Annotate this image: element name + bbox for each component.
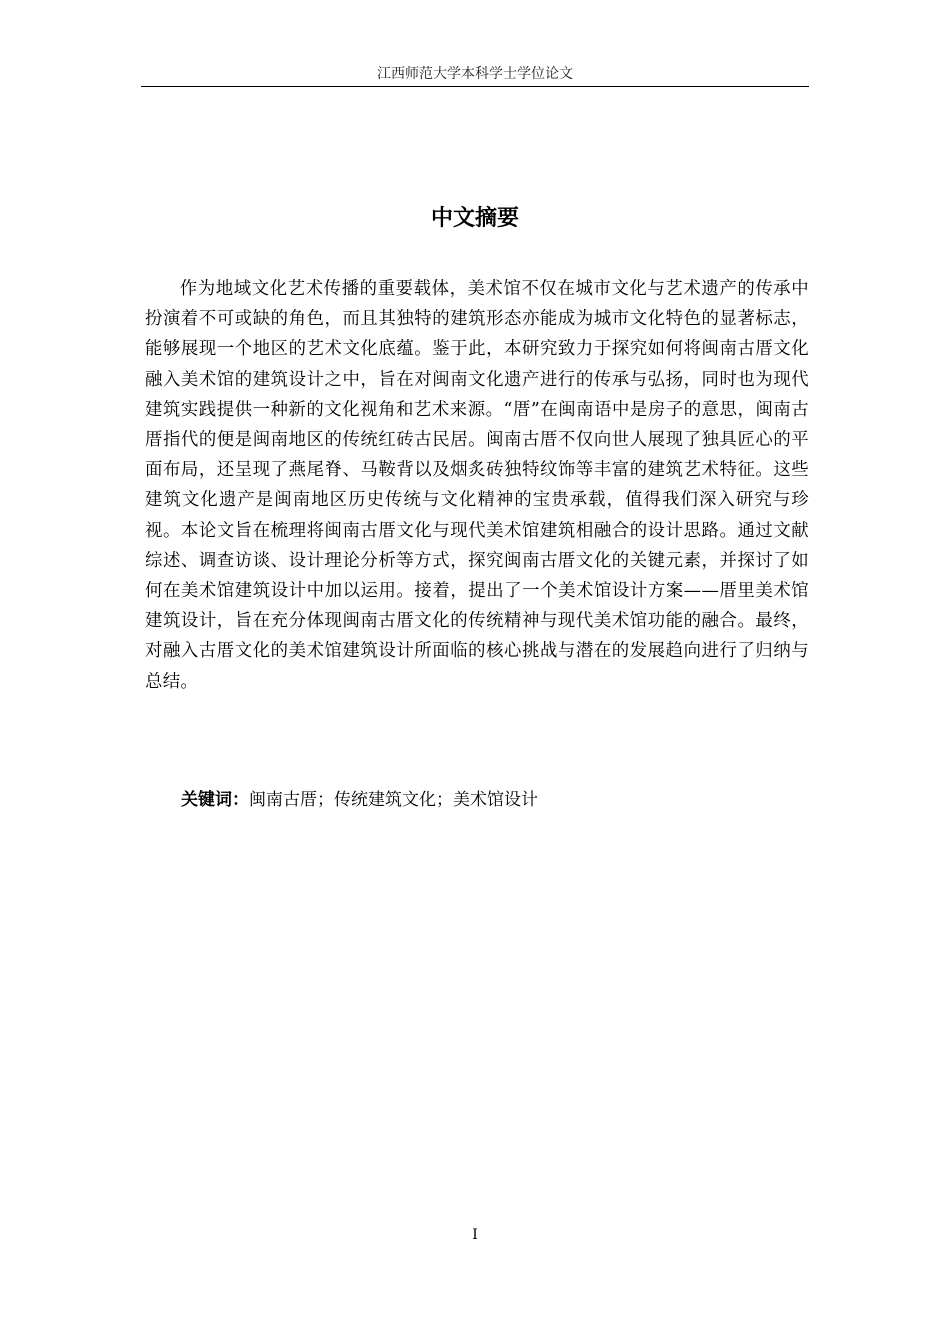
keywords-value: 闽南古厝；传统建筑文化；美术馆设计 — [249, 790, 538, 810]
page-title: 中文摘要 — [430, 206, 519, 231]
keywords-line — [181, 785, 801, 815]
running-header: 江西师范大学本科学士学位论文 — [377, 66, 573, 82]
abstract-body: 作为地域文化艺术传播的重要载体，美术馆不仅在城市文化与艺术遗产的传承中扮演着不可或缺的角色，而且其独特的建筑形态亦能成为城市文化特色的显著标志，能够展现一个地区的艺术文化底蕴。鉴于此，本研究致力于探究如何将闽南古厝文化融入美术馆的建筑设计之中，旨在对闽南文化遗产进行的传承与弘扬，同时也为现代建筑实践提供一种新的文化视角和艺术来源。“厝”在闽南语中是房子的意思，闽南古厝指代的便是闽南地区的传统红砖古民居。闽南古厝不仅向世人展现了独具匠心的平面布局，还呈现了燕尾脊、马鞍背以及烟炙砖独特纹饰等丰富的建筑艺术特征。这些建筑文化遗产是闽南地区历史传统与文化精神的宝贵承载，值得我们深入研究与珍视。本论文旨在梳理将闽南古厝文化与现代美术馆建筑相融合的设计思路。通过文献综述、调查访谈、设计理论分析等方式，探究闽南古厝文化的关键元素，并探讨了如何在美术馆建筑设计中加以运用。接着，提出了一个美术馆设计方案——厝里美术馆建筑设计，旨在充分体现闽南古厝文化的传统精神与现代美术馆功能的融合。最终，对融入古厝文化的美术馆建筑设计所面临的核心挑战与潜在的发展趋向进行了归纳与总结。 — [145, 279, 809, 692]
keywords-label: 关键词： — [181, 790, 249, 810]
header-rule — [141, 86, 809, 87]
page-number: I — [472, 1227, 478, 1243]
